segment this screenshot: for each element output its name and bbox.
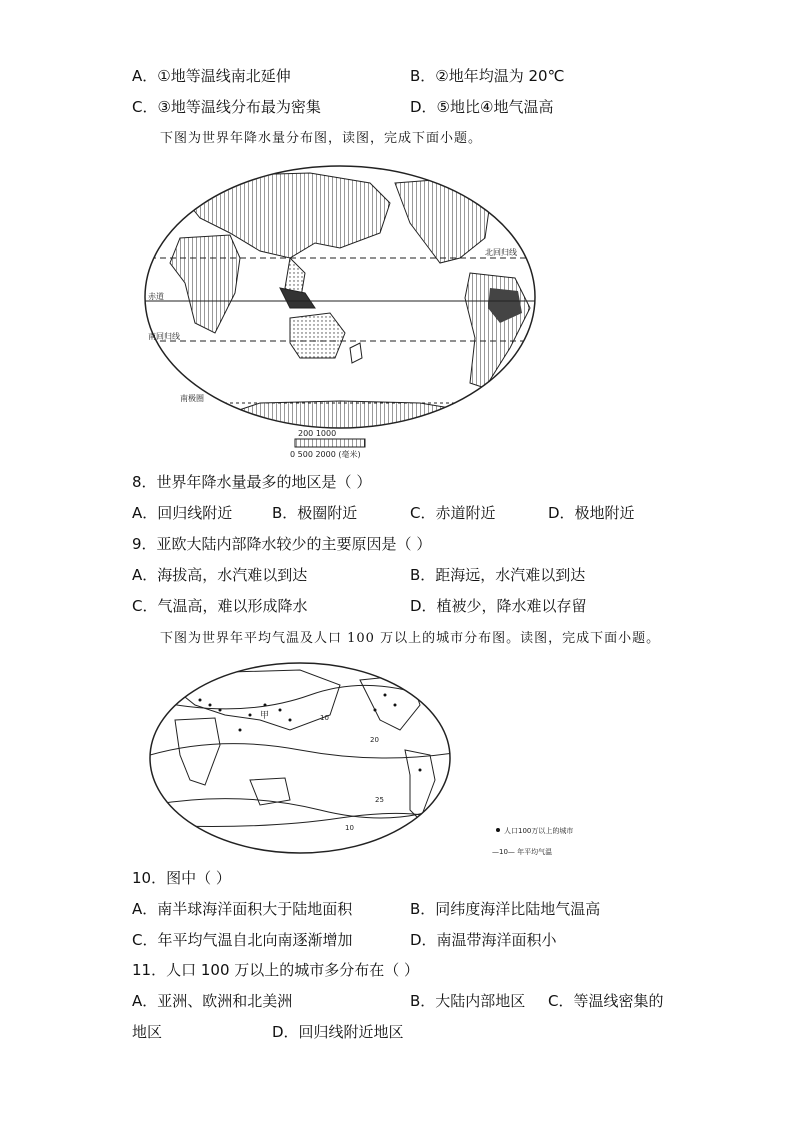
- isotherm-label-10b: 10: [345, 824, 354, 832]
- q10-option-a: A．南半球海洋面积大于陆地面积: [132, 900, 353, 918]
- q11-option-c: C．等温线密集的: [548, 992, 664, 1010]
- q7-option-a: A．①地等温线南北延伸: [132, 67, 291, 85]
- legend-bottom-label: 0 500 2000 (毫米): [290, 450, 361, 459]
- equator-label: 赤道: [148, 292, 164, 301]
- q8-option-c: C．赤道附近: [410, 504, 496, 522]
- legend-city-dot: [496, 828, 500, 832]
- antarctica-shape: [180, 401, 500, 438]
- q8-option-a: A．回归线附近: [132, 504, 233, 522]
- temperature-city-map: [140, 660, 600, 860]
- q9-option-a: A．海拔高，水汽难以到达: [132, 566, 308, 584]
- legend-city-label: 人口100万以上的城市: [504, 827, 574, 835]
- q9-stem: 9．亚欧大陆内部降水较少的主要原因是（ ）: [132, 535, 432, 553]
- q10-option-c: C．年平均气温自北向南逐渐增加: [132, 931, 353, 949]
- q8-option-b: B．极圈附近: [272, 504, 358, 522]
- precipitation-map: [140, 163, 542, 463]
- q11-option-a: A．亚洲、欧洲和北美洲: [132, 992, 293, 1010]
- legend-top-label: 200 1000: [298, 429, 337, 438]
- q10-stem: 10．图中（ ）: [132, 869, 231, 887]
- q8-option-d: D．极地附近: [548, 504, 635, 522]
- antarctic-label: 南极圈: [180, 394, 204, 403]
- q10-option-d: D．南温带海洋面积小: [410, 931, 557, 949]
- map2-caption: 下图为世界年平均气温及人口 100 万以上的城市分布图。读图，完成下面小题。: [160, 631, 661, 646]
- tropic-n-label: 北回归线: [485, 248, 517, 257]
- q9-option-d: D．植被少，降水难以存留: [410, 597, 587, 615]
- q8-stem: 8．世界年降水量最多的地区是（ ）: [132, 473, 372, 491]
- map1-caption: 下图为世界年降水量分布图，读图，完成下面小题。: [160, 131, 483, 146]
- q10-option-b: B．同纬度海洋比陆地气温高: [410, 900, 601, 918]
- jia-label: 甲: [260, 711, 270, 721]
- q7-option-b: B．②地年均温为 20℃: [410, 67, 565, 85]
- tropic-s-label: 南回归线: [148, 332, 180, 341]
- isotherm-label-25: 25: [375, 796, 384, 804]
- legend-isotherm-label: —10— 年平均气温: [492, 848, 553, 856]
- q11-option-b: B．大陆内部地区: [410, 992, 526, 1010]
- q9-option-b: B．距海远，水汽难以到达: [410, 566, 586, 584]
- q11-stem: 11．人口 100 万以上的城市多分布在（ ）: [132, 961, 420, 979]
- legend-swatch: [295, 439, 365, 447]
- isotherm-label-10: 10: [320, 714, 329, 722]
- q7-option-c: C．③地等温线分布最为密集: [132, 98, 321, 116]
- q9-option-c: C．气温高，难以形成降水: [132, 597, 308, 615]
- isotherm-label-20: 20: [370, 736, 379, 744]
- q11-option-c-continuation: 地区: [132, 1023, 163, 1041]
- q11-option-d: D．回归线附近地区: [272, 1023, 404, 1041]
- q7-option-d: D．⑤地比④地气温高: [410, 98, 554, 116]
